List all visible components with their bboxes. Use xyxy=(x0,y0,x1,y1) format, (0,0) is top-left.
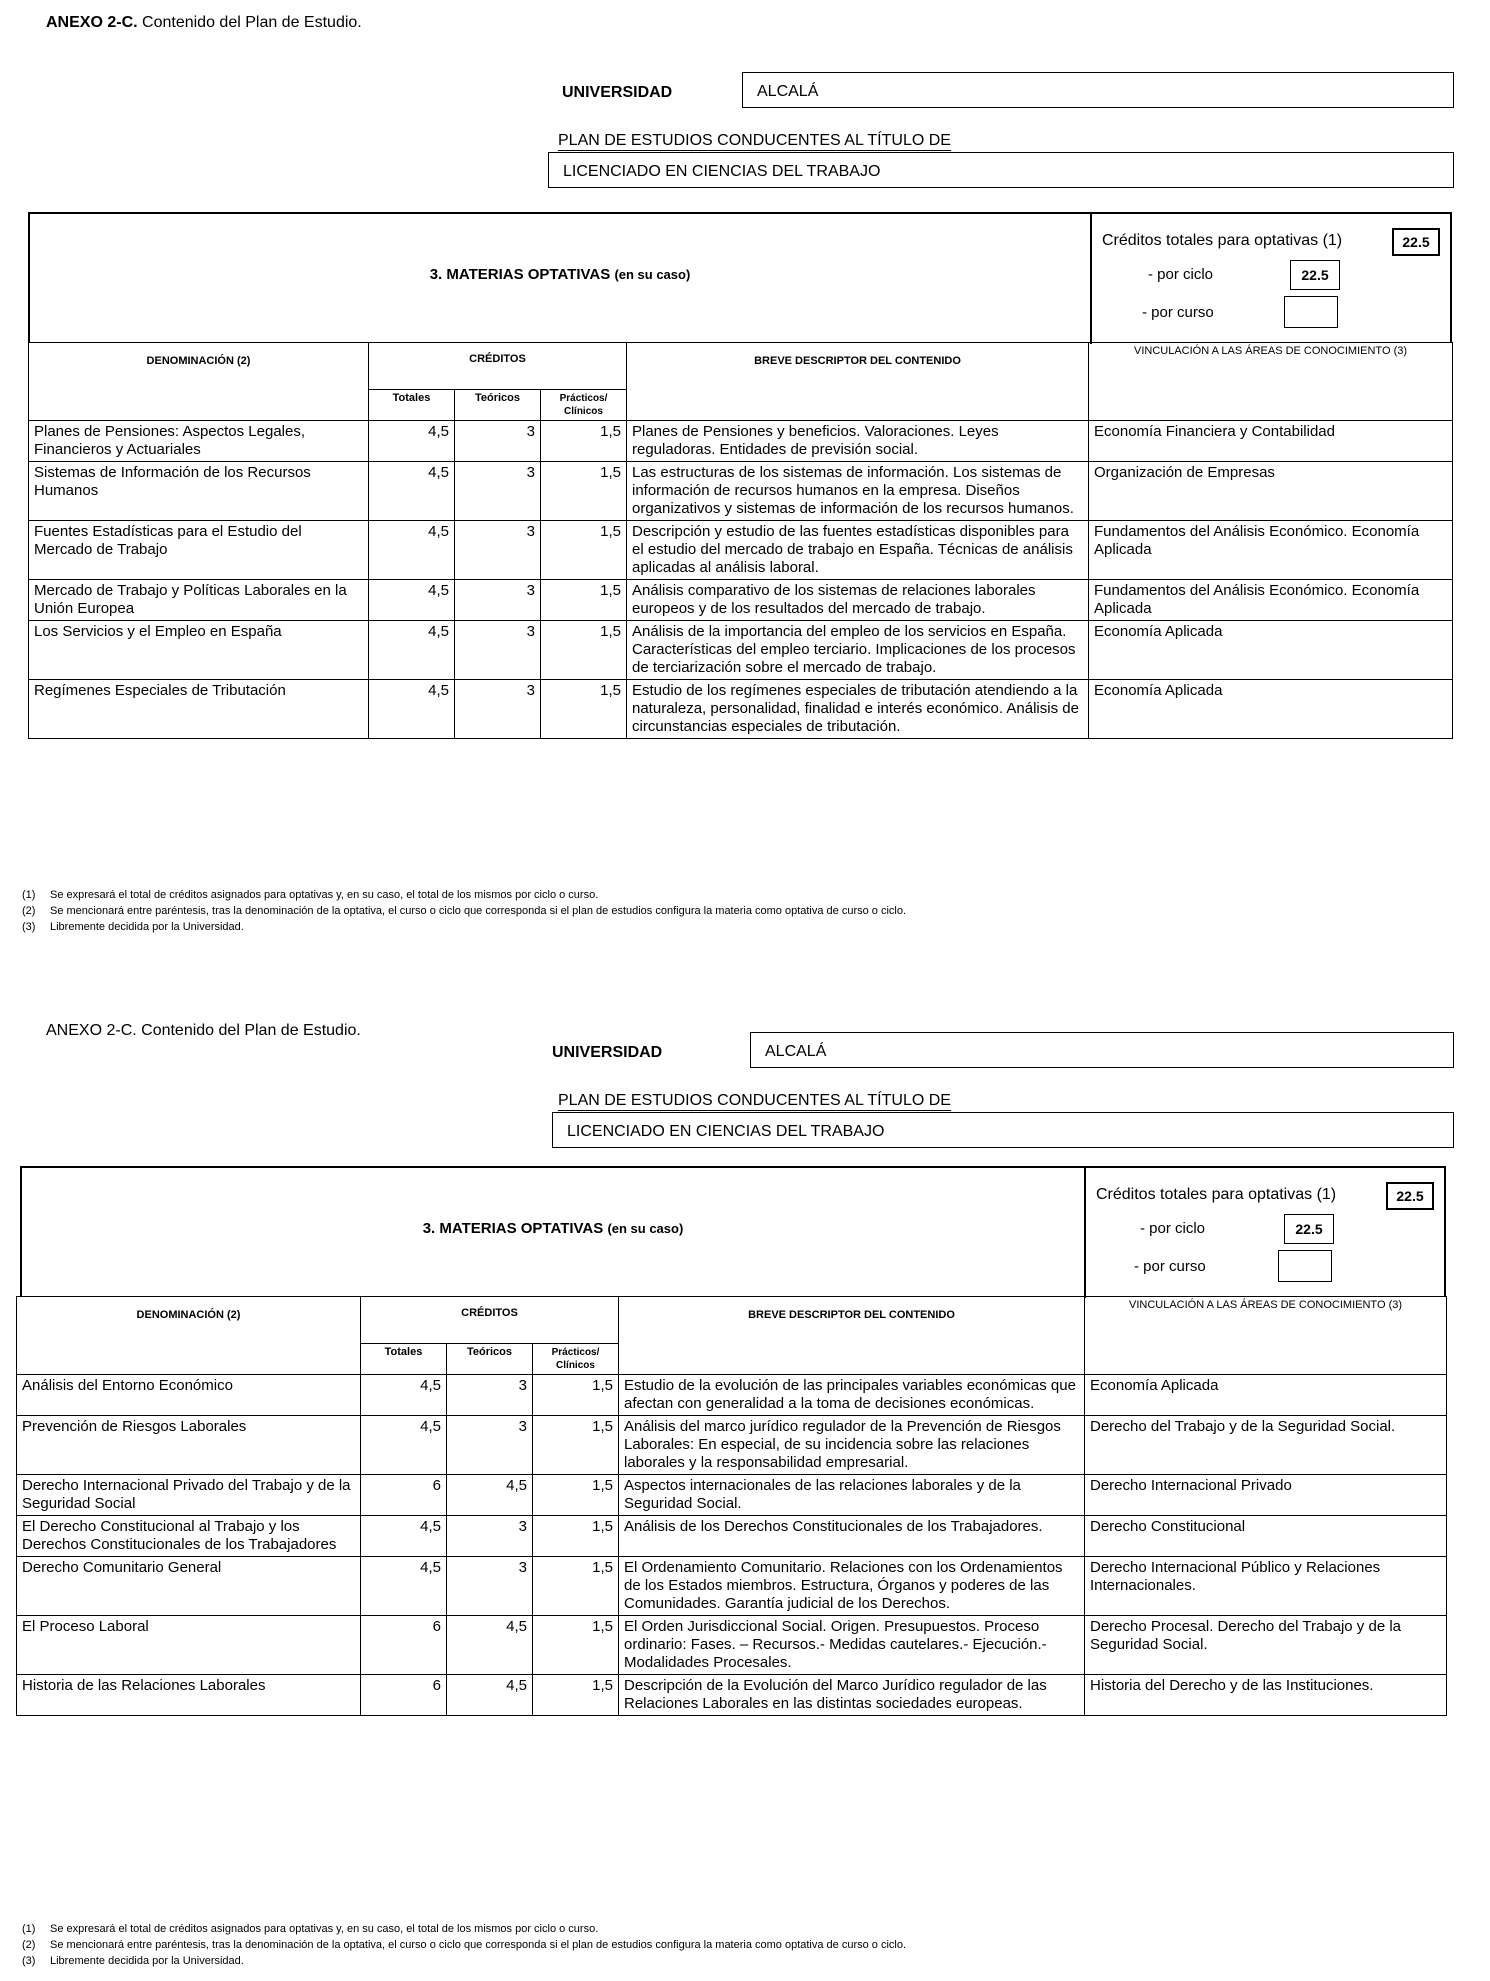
col-practicos: Prácticos/ Clínicos xyxy=(541,390,627,421)
table-row xyxy=(17,1557,1447,1616)
total-credits-value: 22.5 xyxy=(1392,228,1440,256)
total-credits-label: Créditos totales para optativas (1) xyxy=(1096,1186,1337,1203)
credits-practice: 1,5 xyxy=(541,421,627,462)
subject-name: Mercado de Trabajo y Políticas Laborales en la Unión Europea xyxy=(29,580,369,621)
credits-total: 6 xyxy=(361,1616,447,1675)
subject-name: Análisis del Entorno Económico xyxy=(17,1375,361,1416)
footnote-3: (3) Libremente decidida por la Universidad. xyxy=(22,1955,244,1967)
subject-name: Derecho Internacional Privado del Trabajo y de la Seguridad Social xyxy=(17,1475,361,1516)
col-descriptor: BREVE DESCRIPTOR DEL CONTENIDO xyxy=(619,1297,1085,1375)
subject-descriptor: Estudio de la evolución de las principales variables económicas que afectan con generalidad a la toma de decisiones económicas. xyxy=(619,1375,1085,1416)
knowledge-area: Organización de Empresas xyxy=(1089,462,1453,521)
knowledge-area: Derecho Procesal. Derecho del Trabajo y de la Seguridad Social. xyxy=(1085,1616,1447,1675)
credits-theory: 3 xyxy=(455,580,541,621)
subject-name: Prevención de Riesgos Laborales xyxy=(17,1416,361,1475)
per-cycle-value: 22.5 xyxy=(1284,1214,1334,1244)
credits-theory: 3 xyxy=(447,1557,533,1616)
total-credits-value: 22.5 xyxy=(1386,1182,1434,1210)
per-cycle-label: - por ciclo xyxy=(1140,1220,1206,1237)
knowledge-area: Derecho del Trabajo y de la Seguridad Social. xyxy=(1085,1416,1447,1475)
table-row xyxy=(29,580,1453,621)
table-row xyxy=(29,421,1453,462)
footnote-2: (2) Se mencionará entre paréntesis, tras la denominación de la optativa, el curso o ciclo que corresponda si el plan de estudios configura la materia como optativa de curso o ciclo. xyxy=(22,1939,907,1951)
subject-name: Sistemas de Información de los Recursos Humanos xyxy=(29,462,369,521)
credits-theory: 3 xyxy=(447,1516,533,1557)
section-header-box xyxy=(20,1166,1446,1296)
subject-name: Planes de Pensiones: Aspectos Legales, Financieros y Actuariales xyxy=(29,421,369,462)
university-value: ALCALÁ xyxy=(765,1043,827,1060)
col-totales: Totales xyxy=(361,1344,447,1375)
subject-name: Derecho Comunitario General xyxy=(17,1557,361,1616)
plan-label: PLAN DE ESTUDIOS CONDUCENTES AL TÍTULO DE xyxy=(558,132,951,149)
credits-practice: 1,5 xyxy=(541,680,627,739)
table-row xyxy=(17,1516,1447,1557)
col-vinculacion: VINCULACIÓN A LAS ÁREAS DE CONOCIMIENTO (3) xyxy=(1089,343,1453,421)
col-denominacion: DENOMINACIÓN (2) xyxy=(17,1297,361,1375)
total-credits-label: Créditos totales para optativas (1) xyxy=(1102,232,1343,249)
subject-descriptor: Aspectos internacionales de las relaciones laborales y de la Seguridad Social. xyxy=(619,1475,1085,1516)
degree-title-field xyxy=(552,1112,1454,1148)
knowledge-area: Derecho Constitucional xyxy=(1085,1516,1447,1557)
footnote-2: (2) Se mencionará entre paréntesis, tras la denominación de la optativa, el curso o ciclo que corresponda si el plan de estudios configura la materia como optativa de curso o ciclo. xyxy=(22,905,907,917)
col-totales: Totales xyxy=(369,390,455,421)
annex-heading: ANEXO 2-C. Contenido del Plan de Estudio. xyxy=(46,1022,361,1039)
table-row xyxy=(29,462,1453,521)
knowledge-area: Economía Financiera y Contabilidad xyxy=(1089,421,1453,462)
degree-title-field xyxy=(548,152,1454,188)
credits-theory: 4,5 xyxy=(447,1675,533,1716)
credits-practice: 1,5 xyxy=(533,1675,619,1716)
university-field xyxy=(742,72,1454,108)
credits-practice: 1,5 xyxy=(533,1375,619,1416)
subject-descriptor: Análisis de los Derechos Constitucionales de los Trabajadores. xyxy=(619,1516,1085,1557)
knowledge-area: Economía Aplicada xyxy=(1085,1375,1447,1416)
table-row xyxy=(17,1475,1447,1516)
optional-subjects-table xyxy=(28,342,1453,739)
credits-total: 6 xyxy=(361,1475,447,1516)
credits-theory: 3 xyxy=(455,680,541,739)
subject-descriptor: Análisis del marco jurídico regulador de la Prevención de Riesgos Laborales: En especial, de su incidencia sobre las relaciones laborales y la responsabilidad empresarial. xyxy=(619,1416,1085,1475)
subject-name: El Proceso Laboral xyxy=(17,1616,361,1675)
table-row xyxy=(17,1416,1447,1475)
subject-name: El Derecho Constitucional al Trabajo y los Derechos Constitucionales de los Trabajadores xyxy=(17,1516,361,1557)
credits-practice: 1,5 xyxy=(541,580,627,621)
subject-name: Los Servicios y el Empleo en España xyxy=(29,621,369,680)
table-row xyxy=(17,1675,1447,1716)
credits-practice: 1,5 xyxy=(533,1516,619,1557)
credits-practice: 1,5 xyxy=(533,1475,619,1516)
credits-practice: 1,5 xyxy=(541,521,627,580)
col-descriptor: BREVE DESCRIPTOR DEL CONTENIDO xyxy=(627,343,1089,421)
footnote-1: (1) Se expresará el total de créditos asignados para optativas y, en su caso, el total de los mismos por ciclo o curso. xyxy=(22,889,599,901)
credits-practice: 1,5 xyxy=(541,462,627,521)
knowledge-area: Fundamentos del Análisis Económico. Economía Aplicada xyxy=(1089,580,1453,621)
per-course-value xyxy=(1284,296,1338,328)
plan-label: PLAN DE ESTUDIOS CONDUCENTES AL TÍTULO DE xyxy=(558,1092,951,1109)
table-row xyxy=(17,1616,1447,1675)
credits-total: 4,5 xyxy=(369,421,455,462)
col-creditos: CRÉDITOS xyxy=(361,1297,619,1344)
credits-total: 4,5 xyxy=(369,680,455,739)
subject-descriptor: El Orden Jurisdiccional Social. Origen. Presupuestos. Proceso ordinario: Fases. – Recursos.- Medidas cautelares.- Ejecución.- Modalidades Procesales. xyxy=(619,1616,1085,1675)
per-course-label: - por curso xyxy=(1142,304,1214,321)
col-creditos: CRÉDITOS xyxy=(369,343,627,390)
section-header-box xyxy=(28,212,1452,342)
knowledge-area: Historia del Derecho y de las Instituciones. xyxy=(1085,1675,1447,1716)
credits-practice: 1,5 xyxy=(541,621,627,680)
university-value: ALCALÁ xyxy=(757,83,819,100)
university-field xyxy=(750,1032,1454,1068)
university-label: UNIVERSIDAD xyxy=(552,1044,663,1061)
knowledge-area: Economía Aplicada xyxy=(1089,680,1453,739)
credits-theory: 3 xyxy=(447,1416,533,1475)
subject-name: Fuentes Estadísticas para el Estudio del Mercado de Trabajo xyxy=(29,521,369,580)
subject-descriptor: El Ordenamiento Comunitario. Relaciones con los Ordenamientos de los Estados miembros. Estructura, Órganos y poderes de las Comunidades. Garantía judicial de los Derechos. xyxy=(619,1557,1085,1616)
subject-descriptor: Las estructuras de los sistemas de información. Los sistemas de información de recursos humanos en la empresa. Diseños organizativos y sistemas de información de los recursos humanos. xyxy=(627,462,1089,521)
university-label: UNIVERSIDAD xyxy=(562,84,673,101)
table-row xyxy=(29,680,1453,739)
credits-theory: 4,5 xyxy=(447,1475,533,1516)
credits-practice: 1,5 xyxy=(533,1616,619,1675)
credits-theory: 4,5 xyxy=(447,1616,533,1675)
per-cycle-label: - por ciclo xyxy=(1148,266,1214,283)
credits-total: 4,5 xyxy=(361,1375,447,1416)
credits-total: 6 xyxy=(361,1675,447,1716)
credits-total: 4,5 xyxy=(361,1516,447,1557)
col-teoricos: Teóricos xyxy=(455,390,541,421)
credits-theory: 3 xyxy=(455,621,541,680)
credits-theory: 3 xyxy=(455,421,541,462)
credits-total: 4,5 xyxy=(369,462,455,521)
col-teoricos: Teóricos xyxy=(447,1344,533,1375)
section-title: 3. MATERIAS OPTATIVAS (en su caso) xyxy=(429,266,691,283)
credits-total: 4,5 xyxy=(361,1416,447,1475)
credits-theory: 3 xyxy=(455,521,541,580)
credits-total: 4,5 xyxy=(369,521,455,580)
knowledge-area: Economía Aplicada xyxy=(1089,621,1453,680)
optional-subjects-table xyxy=(16,1296,1447,1716)
credits-total: 4,5 xyxy=(369,621,455,680)
credits-practice: 1,5 xyxy=(533,1416,619,1475)
annex-heading: ANEXO 2-C. Contenido del Plan de Estudio. xyxy=(46,14,362,31)
subject-descriptor: Descripción y estudio de las fuentes estadísticas disponibles para el estudio del mercado de trabajo en España. Técnicas de análisis aplicadas al análisis laboral. xyxy=(627,521,1089,580)
per-course-value xyxy=(1278,1250,1332,1282)
footnote-3: (3) Libremente decidida por la Universidad. xyxy=(22,921,244,933)
subject-descriptor: Descripción de la Evolución del Marco Jurídico regulador de las Relaciones Laborales en las distintas sociedades europeas. xyxy=(619,1675,1085,1716)
subject-name: Historia de las Relaciones Laborales xyxy=(17,1675,361,1716)
footnote-1: (1) Se expresará el total de créditos asignados para optativas y, en su caso, el total de los mismos por ciclo o curso. xyxy=(22,1923,599,1935)
credits-theory: 3 xyxy=(455,462,541,521)
section-title: 3. MATERIAS OPTATIVAS (en su caso) xyxy=(422,1220,684,1237)
subject-descriptor: Análisis de la importancia del empleo de los servicios en España. Características del empleo terciario. Implicaciones de los procesos de terciarización sobre el mercado de trabajo. xyxy=(627,621,1089,680)
knowledge-area: Fundamentos del Análisis Económico. Economía Aplicada xyxy=(1089,521,1453,580)
table-row xyxy=(29,521,1453,580)
credits-total: 4,5 xyxy=(369,580,455,621)
subject-descriptor: Análisis comparativo de los sistemas de relaciones laborales europeos y de los resultados del mercado de trabajo. xyxy=(627,580,1089,621)
table-row xyxy=(17,1375,1447,1416)
per-course-label: - por curso xyxy=(1134,1258,1206,1275)
per-cycle-value: 22.5 xyxy=(1290,260,1340,290)
degree-title-value: LICENCIADO EN CIENCIAS DEL TRABAJO xyxy=(563,163,881,180)
credits-practice: 1,5 xyxy=(533,1557,619,1616)
subject-descriptor: Planes de Pensiones y beneficios. Valoraciones. Leyes reguladoras. Entidades de previsión social. xyxy=(627,421,1089,462)
credits-total: 4,5 xyxy=(361,1557,447,1616)
knowledge-area: Derecho Internacional Privado xyxy=(1085,1475,1447,1516)
subject-name: Regímenes Especiales de Tributación xyxy=(29,680,369,739)
knowledge-area: Derecho Internacional Público y Relaciones Internacionales. xyxy=(1085,1557,1447,1616)
table-row xyxy=(29,621,1453,680)
col-practicos: Prácticos/ Clínicos xyxy=(533,1344,619,1375)
degree-title-value: LICENCIADO EN CIENCIAS DEL TRABAJO xyxy=(567,1123,885,1140)
credits-theory: 3 xyxy=(447,1375,533,1416)
subject-descriptor: Estudio de los regímenes especiales de tributación atendiendo a la naturaleza, personalidad, finalidad e interés económico. Análisis de circunstancias especiales de tributación. xyxy=(627,680,1089,739)
col-vinculacion: VINCULACIÓN A LAS ÁREAS DE CONOCIMIENTO (3) xyxy=(1085,1297,1447,1375)
col-denominacion: DENOMINACIÓN (2) xyxy=(29,343,369,421)
